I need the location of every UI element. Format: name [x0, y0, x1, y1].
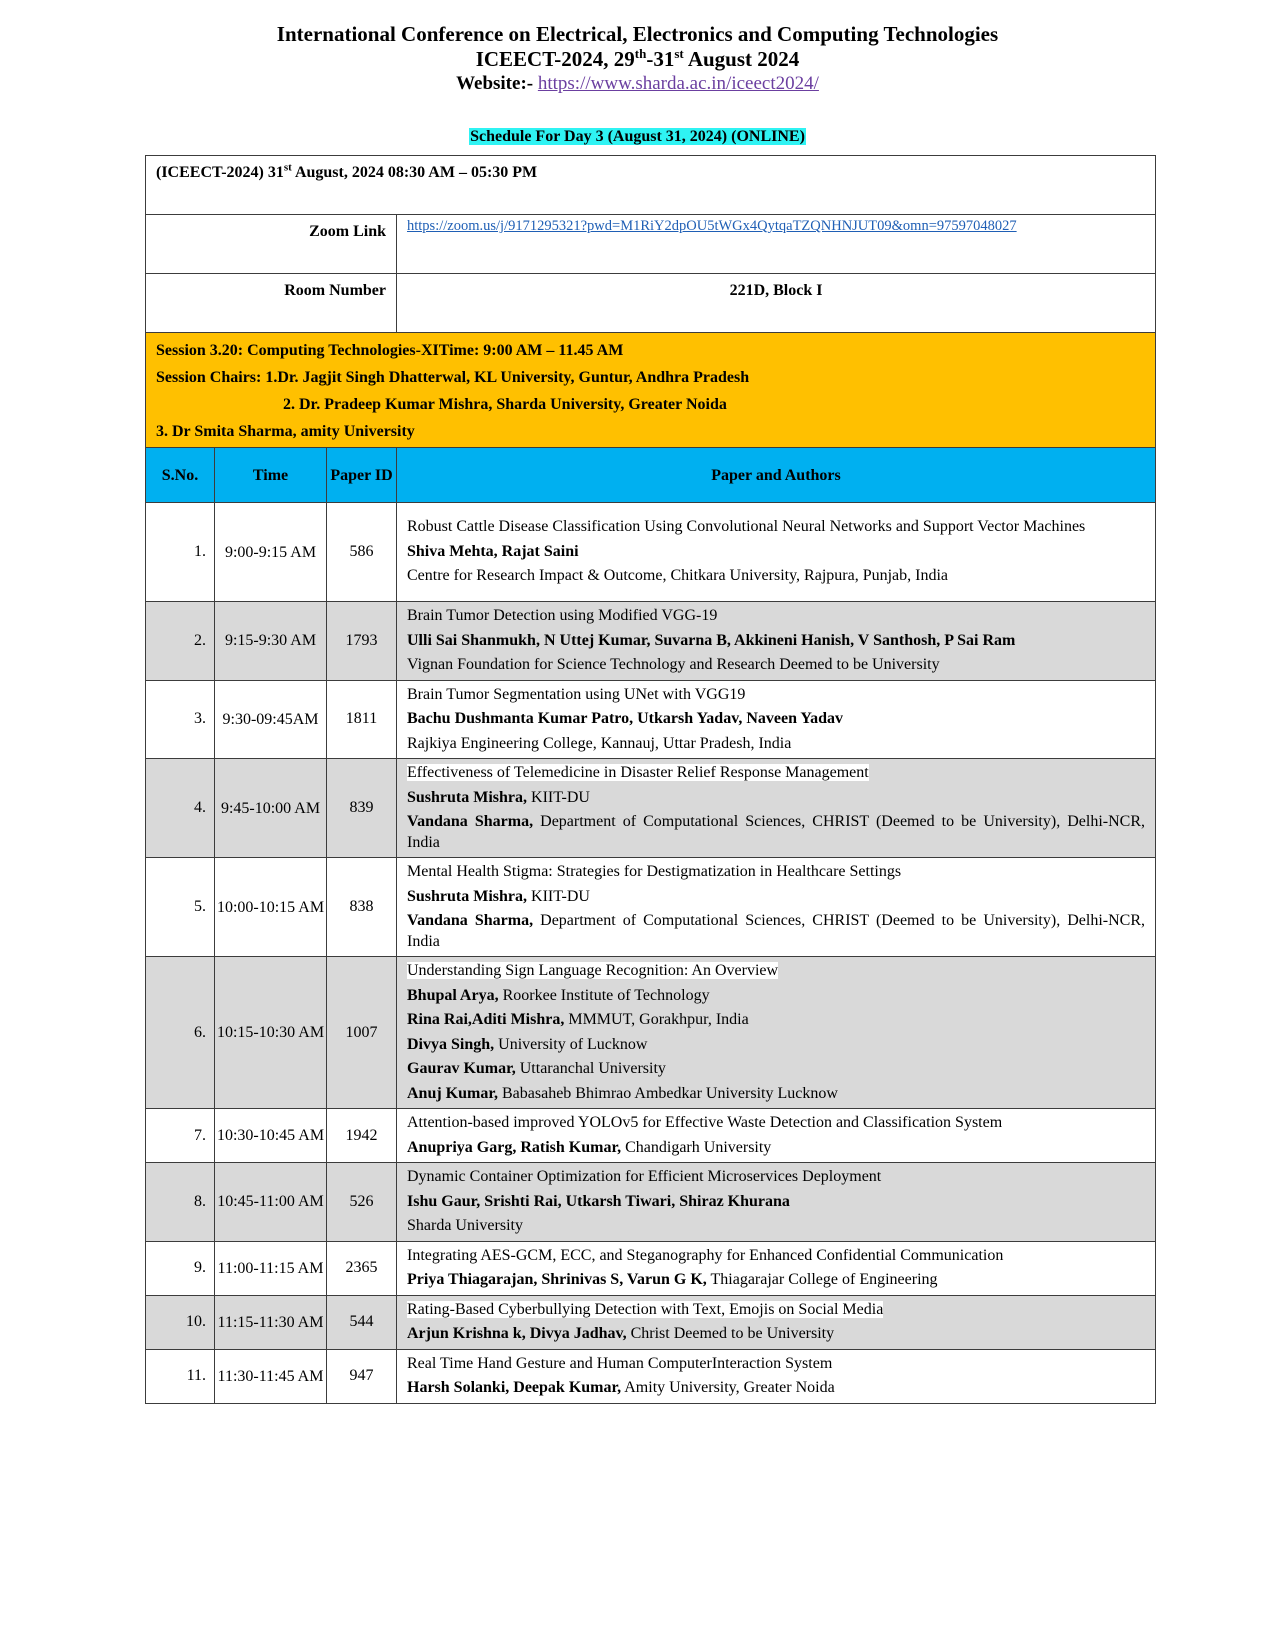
author-names: Priya Thiagarajan, Shrinivas S, Varun G K,	[407, 1271, 707, 1288]
affiliation-text: Uttaranchal University	[515, 1060, 666, 1077]
row-paper-authors	[397, 957, 1156, 1109]
affiliation-text: University of Lucknow	[494, 1035, 648, 1053]
row-time: 9:00-9:15 AM	[215, 503, 327, 602]
table-row	[146, 1295, 1156, 1349]
row-sno: 10.	[146, 1295, 215, 1349]
table-row	[146, 1163, 1156, 1242]
paper-title-text: Integrating AES-GCM, ECC, and Steganography for Enhanced Confidential Communication	[407, 1246, 1004, 1264]
row-paper-id: 947	[327, 1349, 397, 1403]
paper-title-text: Attention-based improved YOLOv5 for Effective Waste Detection and Classification System	[407, 1114, 1003, 1131]
affiliation-text: MMMUT, Gorakhpur, India	[564, 1011, 749, 1028]
paper-author-line	[407, 1035, 1145, 1056]
row-paper-authors	[397, 1295, 1156, 1349]
affiliation-text: Department of Computational Sciences, CHRIST (Deemed to be University), Delhi-NCR, India	[407, 912, 1146, 950]
row-paper-id: 1811	[327, 680, 397, 759]
author-names: Rina Rai,Aditi Mishra,	[407, 1011, 565, 1028]
row-paper-id: 586	[327, 503, 397, 602]
paper-author-line	[407, 1084, 1145, 1105]
affiliation-text: Christ Deemed to be University	[626, 1325, 835, 1342]
paper-author-line	[407, 1059, 1145, 1080]
table-header-row	[146, 448, 1156, 503]
row-sno: 8.	[146, 1163, 215, 1242]
row-time: 11:15-11:30 AM	[215, 1295, 327, 1349]
author-names: Harsh Solanki, Deepak Kumar,	[407, 1379, 622, 1396]
affiliation-text: Amity University, Greater Noida	[621, 1379, 835, 1396]
paper-author-line	[407, 1270, 1145, 1291]
paper-author-line	[407, 986, 1145, 1007]
paper-author-line	[407, 1192, 1145, 1213]
paper-author-line	[407, 734, 1145, 755]
row-paper-id: 839	[327, 759, 397, 858]
author-names: Ulli Sai Shanmukh, N Uttej Kumar, Suvarna B, Akkineni Hanish, V Santhosh, P Sai Ram	[407, 631, 1016, 649]
row-paper-id: 2365	[327, 1241, 397, 1295]
col-time-header: Time	[215, 448, 327, 503]
author-names: Divya Singh,	[407, 1035, 495, 1053]
paper-author-line	[407, 812, 1145, 853]
table-row	[146, 858, 1156, 957]
author-names: Bhupal Arya,	[407, 986, 499, 1004]
row-sno: 4.	[146, 759, 215, 858]
paper-author-line	[407, 1010, 1145, 1031]
row-paper-authors	[397, 680, 1156, 759]
table-row	[146, 1109, 1156, 1163]
row-time: 11:00-11:15 AM	[215, 1241, 327, 1295]
zoom-link[interactable]: https://zoom.us/j/9171295321?pwd=M1RiY2dpOU5tWGx4QytqaTZQNHNJUT09&omn=97597048027	[407, 218, 1017, 234]
row-time: 10:00-10:15 AM	[215, 858, 327, 957]
row-time: 10:15-10:30 AM	[215, 957, 327, 1109]
affiliation-text: Roorkee Institute of Technology	[498, 986, 710, 1004]
paper-author-line	[407, 631, 1145, 652]
row-time: 9:15-9:30 AM	[215, 602, 327, 681]
affiliation-text: Babasaheb Bhimrao Ambedkar University Lucknow	[497, 1084, 838, 1102]
row-sno: 1.	[146, 503, 215, 602]
col-sno-header: S.No.	[146, 448, 215, 503]
affiliation-text: Rajkiya Engineering College, Kannauj, Uttar Pradesh, India	[407, 734, 792, 752]
author-names: Ishu Gaur, Srishti Rai, Utkarsh Tiwari, Shiraz Khurana	[407, 1192, 790, 1210]
table-row	[146, 957, 1156, 1109]
paper-title-text: Effectiveness of Telemedicine in Disaster Relief Response Management	[407, 764, 869, 781]
row-time: 11:30-11:45 AM	[215, 1349, 327, 1403]
row-paper-authors	[397, 503, 1156, 602]
table-row	[146, 1349, 1156, 1403]
row-paper-id: 544	[327, 1295, 397, 1349]
paper-author-line	[407, 788, 1145, 809]
date-time-cell: (ICEECT-2024) 31st August, 2024 08:30 AM – 05:30 PM	[146, 156, 1156, 215]
zoom-cell	[397, 215, 1156, 274]
table-row	[146, 759, 1156, 858]
row-time: 10:45-11:00 AM	[215, 1163, 327, 1242]
row-sno: 7.	[146, 1109, 215, 1163]
paper-title	[407, 961, 1145, 982]
author-names: Vandana Sharma,	[407, 813, 534, 830]
affiliation-text: Department of Computational Sciences, CHRIST (Deemed to be University), Delhi-NCR, India	[407, 813, 1146, 851]
paper-title-text: Mental Health Stigma: Strategies for Destigmatization in Healthcare Settings	[407, 863, 902, 880]
paper-author-line	[407, 709, 1145, 730]
paper-title	[407, 1167, 1145, 1188]
row-paper-authors	[397, 602, 1156, 681]
affiliation-text: Chandigarh University	[621, 1138, 772, 1156]
author-names: Sushruta Mishra,	[407, 887, 528, 905]
conference-dates: ICEECT-2024, 29th-31st August 2024	[475, 46, 800, 71]
row-paper-id: 1793	[327, 602, 397, 681]
row-sno: 3.	[146, 680, 215, 759]
row-time: 10:30-10:45 AM	[215, 1109, 327, 1163]
paper-title	[407, 517, 1145, 538]
zoom-label: Zoom Link	[146, 215, 397, 274]
table-row	[146, 602, 1156, 681]
paper-author-line	[407, 566, 1145, 587]
row-sno: 2.	[146, 602, 215, 681]
affiliation-text: Centre for Research Impact & Outcome, Chitkara University, Rajpura, Punjab, India	[407, 567, 949, 585]
zoom-row	[146, 215, 1156, 274]
session-chair-1: Session Chairs: 1.Dr. Jagjit Singh Dhatterwal, KL University, Guntur, Andhra Pradesh	[156, 369, 750, 386]
paper-author-line	[407, 1324, 1145, 1345]
table-row	[146, 503, 1156, 602]
row-sno: 6.	[146, 957, 215, 1109]
row-time: 9:30-09:45AM	[215, 680, 327, 759]
session-info-cell	[146, 333, 1156, 448]
paper-title-text: Understanding Sign Language Recognition: An Overview	[407, 962, 779, 979]
paper-author-line	[407, 1216, 1145, 1237]
date-time-row	[146, 156, 1156, 215]
row-paper-id: 1942	[327, 1109, 397, 1163]
affiliation-text: Sharda University	[407, 1217, 523, 1234]
session-title: Session 3.20: Computing Technologies-XITime: 9:00 AM – 11.45 AM	[156, 342, 624, 359]
row-paper-id: 526	[327, 1163, 397, 1242]
session-info-row	[146, 333, 1156, 448]
affiliation-text: Vignan Foundation for Science Technology and Research Deemed to be University	[407, 656, 940, 673]
table-row	[146, 680, 1156, 759]
table-row	[146, 1241, 1156, 1295]
author-names: Anuj Kumar,	[407, 1084, 498, 1102]
paper-title	[407, 606, 1145, 627]
paper-title	[407, 1246, 1145, 1267]
paper-title	[407, 862, 1145, 883]
author-names: Arjun Krishna k, Divya Jadhav,	[407, 1325, 627, 1342]
row-paper-authors	[397, 1241, 1156, 1295]
paper-title-text: Real Time Hand Gesture and Human ComputerInteraction System	[407, 1354, 833, 1372]
row-paper-authors	[397, 858, 1156, 957]
paper-title-text: Robust Cattle Disease Classification Using Convolutional Neural Networks and Support Vector Machines	[407, 518, 1086, 536]
author-names: Gaurav Kumar,	[407, 1060, 516, 1077]
room-label: Room Number	[146, 274, 397, 333]
affiliation-text: KIIT-DU	[527, 887, 590, 905]
paper-title	[407, 685, 1145, 706]
document-header	[0, 22, 1275, 96]
row-sno: 9.	[146, 1241, 215, 1295]
paper-author-line	[407, 655, 1145, 676]
author-names: Bachu Dushmanta Kumar Patro, Utkarsh Yadav, Naveen Yadav	[407, 710, 844, 727]
row-time: 9:45-10:00 AM	[215, 759, 327, 858]
author-names: Anupriya Garg, Ratish Kumar,	[407, 1138, 622, 1156]
author-names: Vandana Sharma,	[407, 912, 534, 929]
row-paper-authors	[397, 1349, 1156, 1403]
website-label: Website:-	[456, 73, 538, 94]
paper-title	[407, 763, 1145, 784]
paper-title	[407, 1300, 1145, 1321]
session-chair-3: 3. Dr Smita Sharma, amity University	[156, 423, 415, 440]
paper-author-line	[407, 542, 1145, 563]
affiliation-text: KIIT-DU	[527, 788, 590, 806]
col-paper-authors-header: Paper and Authors	[397, 448, 1156, 503]
paper-title-text: Brain Tumor Detection using Modified VGG-19	[407, 607, 718, 624]
schedule-table	[145, 155, 1156, 1404]
paper-title-text: Rating-Based Cyberbullying Detection with Text, Emojis on Social Media	[407, 1300, 884, 1318]
col-paper-id-header: Paper ID	[327, 448, 397, 503]
row-paper-authors	[397, 1163, 1156, 1242]
website-line	[0, 72, 1275, 96]
row-sno: 5.	[146, 858, 215, 957]
paper-title	[407, 1113, 1145, 1134]
paper-title-text: Brain Tumor Segmentation using UNet with VGG19	[407, 685, 746, 703]
paper-author-line	[407, 887, 1145, 908]
author-names: Sushruta Mishra,	[407, 788, 528, 806]
paper-title	[407, 1354, 1145, 1375]
conference-title: International Conference on Electrical, Electronics and Computing Technologies	[276, 22, 999, 46]
session-chair-2: 2. Dr. Pradeep Kumar Mishra, Sharda University, Greater Noida	[283, 396, 727, 413]
row-paper-authors	[397, 1109, 1156, 1163]
paper-author-line	[407, 911, 1145, 952]
row-sno: 11.	[146, 1349, 215, 1403]
room-value: 221D, Block I	[397, 274, 1156, 333]
row-paper-authors	[397, 759, 1156, 858]
paper-title-text: Dynamic Container Optimization for Efficient Microservices Deployment	[407, 1168, 882, 1185]
day-schedule-title: Schedule For Day 3 (August 31, 2024) (ONLINE)	[470, 128, 805, 145]
row-paper-id: 838	[327, 858, 397, 957]
paper-author-line	[407, 1138, 1145, 1159]
row-paper-id: 1007	[327, 957, 397, 1109]
author-names: Shiva Mehta, Rajat Saini	[407, 542, 579, 560]
website-link[interactable]: https://www.sharda.ac.in/iceect2024/	[537, 73, 819, 94]
room-row	[146, 274, 1156, 333]
paper-author-line	[407, 1378, 1145, 1399]
affiliation-text: Thiagarajar College of Engineering	[706, 1271, 938, 1288]
